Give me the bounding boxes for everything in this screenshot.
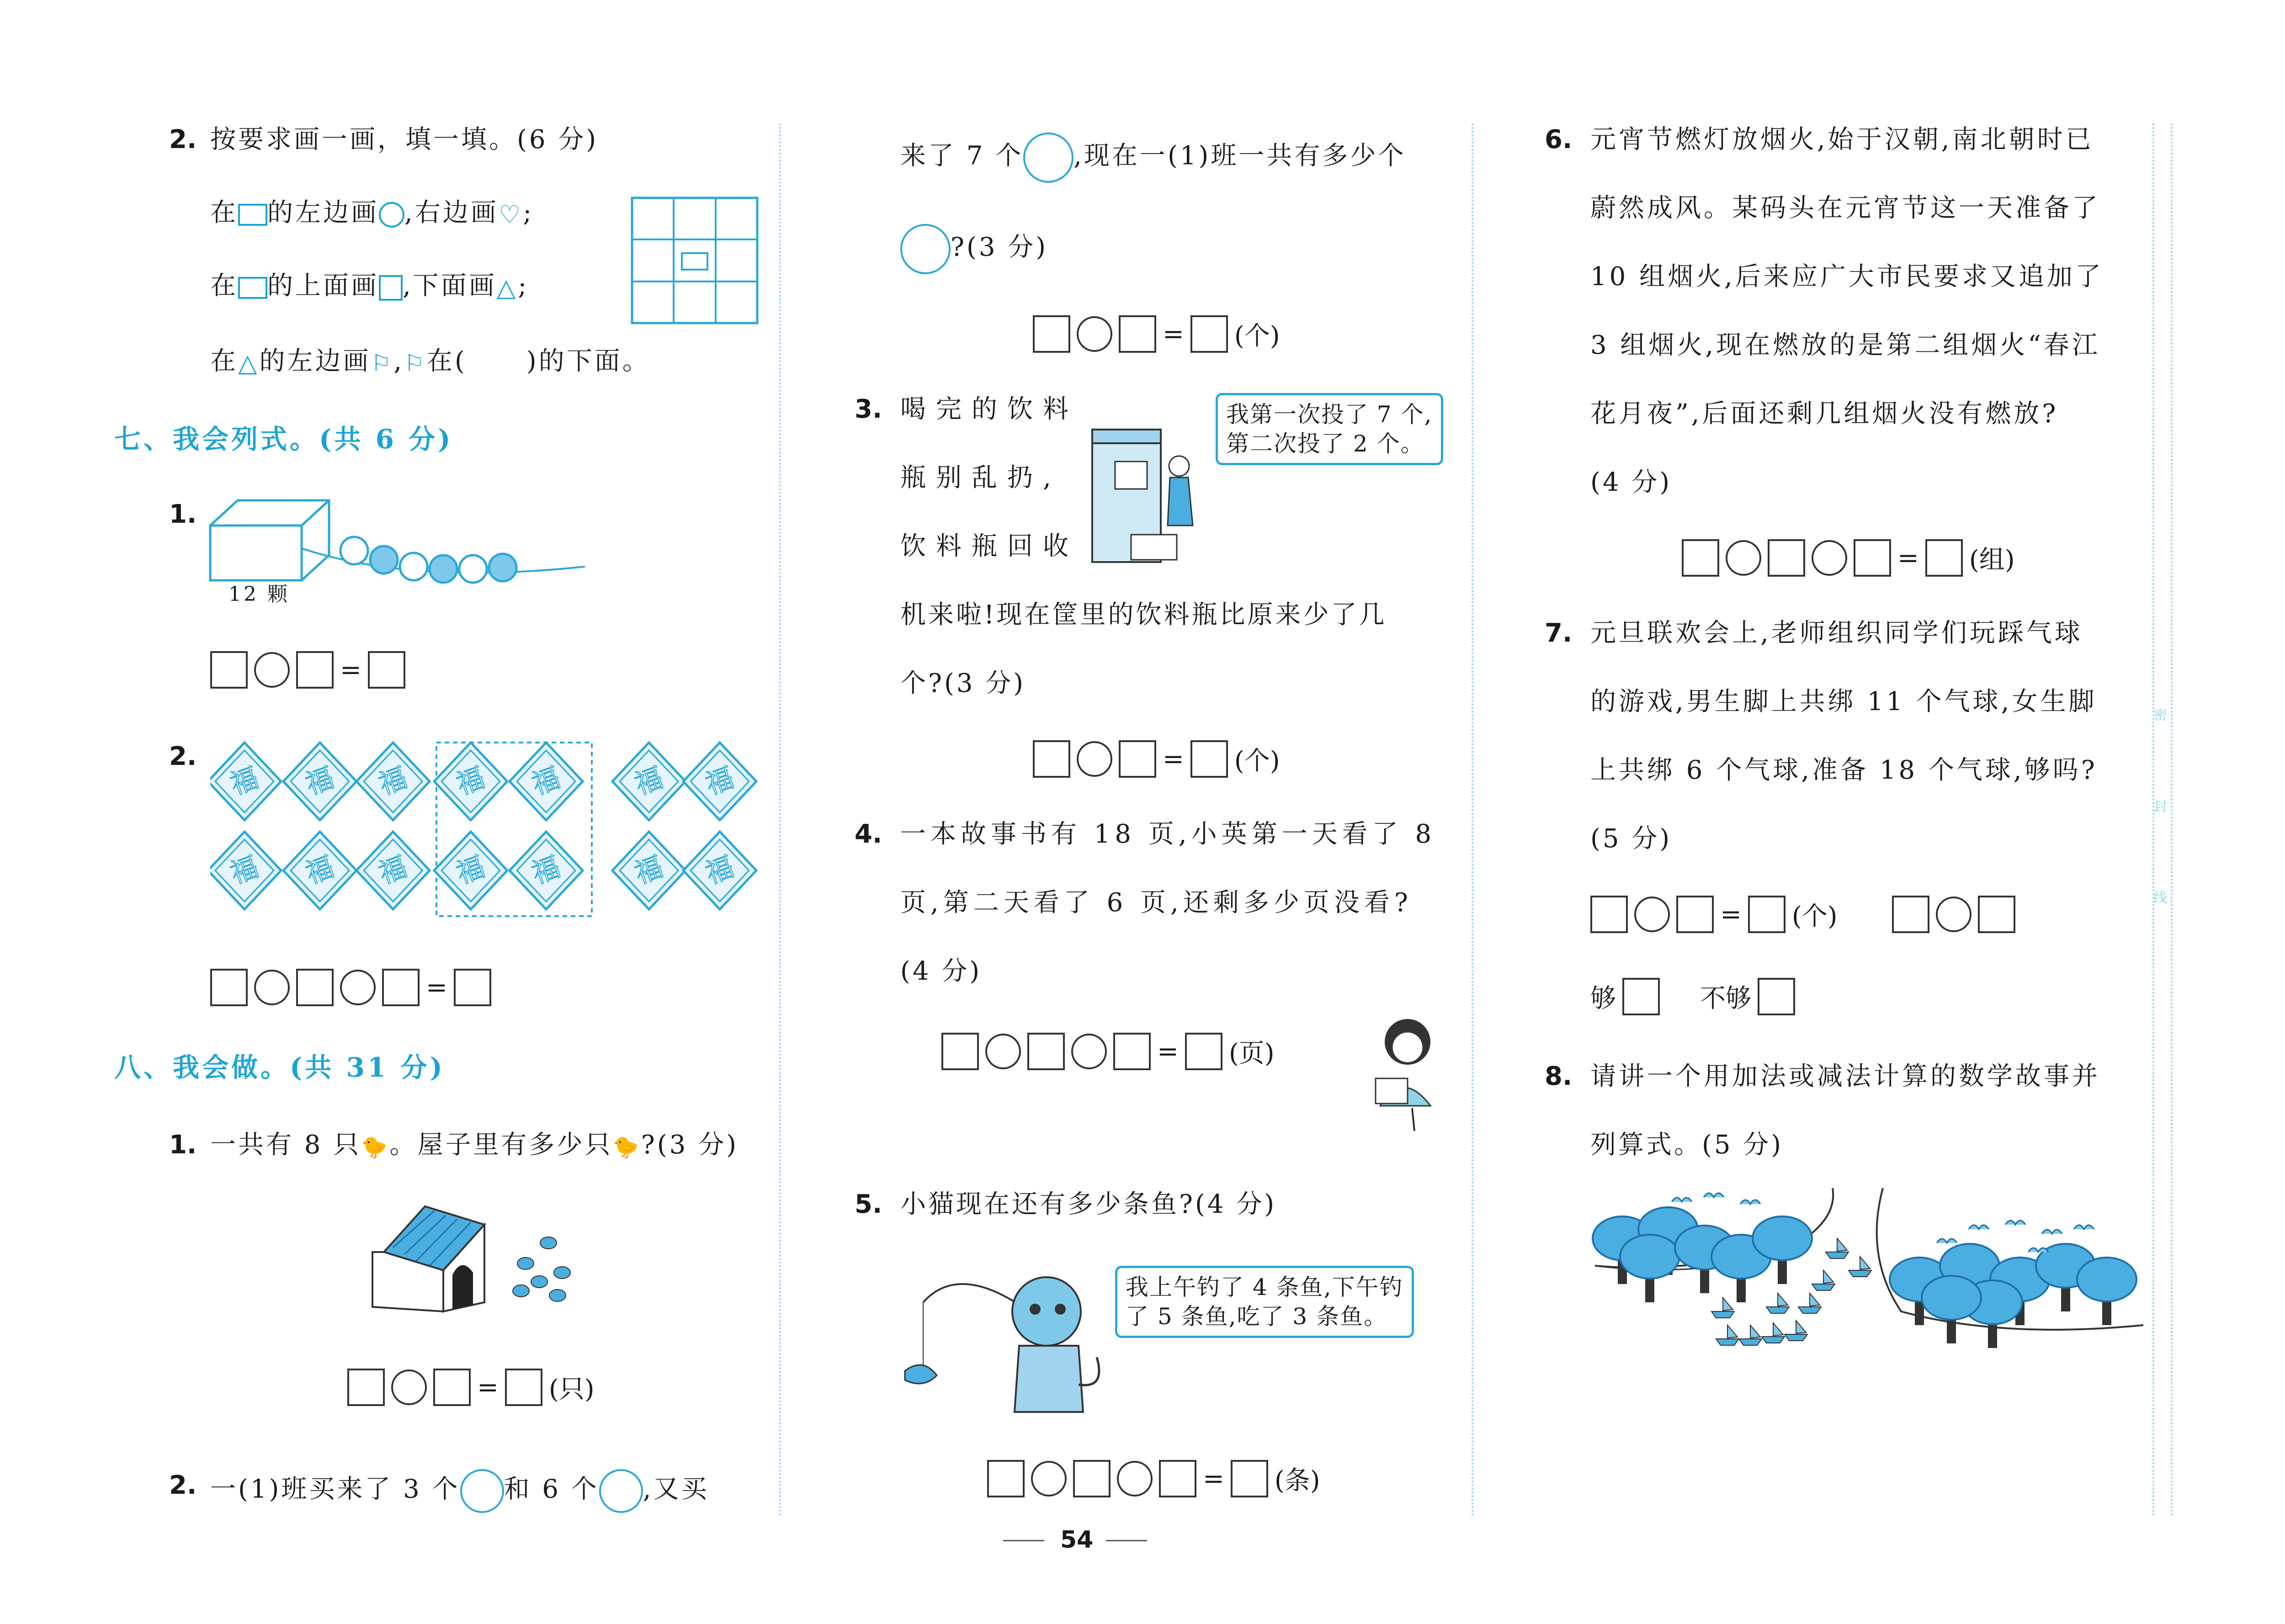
question-number: 4. xyxy=(855,819,882,849)
chick-icon: 🐤 xyxy=(612,1134,641,1159)
fu-tile xyxy=(283,743,356,820)
fu-tile xyxy=(683,832,756,909)
page-number: 54 xyxy=(1060,1526,1094,1554)
right-column xyxy=(1472,0,2285,1624)
triangle-icon: △ xyxy=(496,273,518,302)
page-number-rule xyxy=(1003,1540,1044,1541)
doghouse-and-chicks-illustration xyxy=(366,1197,622,1321)
sail xyxy=(1750,1325,1760,1338)
seal-line xyxy=(2171,123,2173,1517)
volleyball-icon xyxy=(599,1469,643,1513)
basketball-icon xyxy=(900,224,951,274)
cat-fishing-illustration xyxy=(896,1261,1111,1430)
tree-icon xyxy=(1753,1216,1812,1260)
question-text: 上共绑 6 个气球,准备 18 个气球,够吗? xyxy=(1590,755,2098,785)
fu-tile xyxy=(210,832,281,909)
question-text: 页,第二天看了 6 页,还剩多少页没看? xyxy=(900,888,1413,918)
bird-icon xyxy=(2005,1221,2025,1225)
sail xyxy=(1723,1298,1733,1311)
question-text: 喝完的饮料 xyxy=(900,394,1079,424)
question-text: 列算式。(5 分) xyxy=(1590,1130,1784,1160)
svg-text:福: 福 xyxy=(701,761,739,801)
svg-text:福: 福 xyxy=(374,761,412,801)
question-number: 3. xyxy=(855,394,882,424)
question-text: 元旦联欢会上,老师组织同学们玩踩气球 xyxy=(1590,618,2083,648)
question-number: 5. xyxy=(855,1189,882,1219)
instruction-line-2: 在 的上面画 ,下面画△; xyxy=(210,270,529,304)
question-text: 来了 7 个 ,现在一(1)班一共有多少个 xyxy=(900,133,1406,183)
boat-icon xyxy=(1716,1339,1739,1345)
fu-tile xyxy=(210,743,281,820)
fu-tile xyxy=(434,743,507,820)
question-text: 一本故事书有 18 页,小英第一天看了 8 xyxy=(900,819,1436,849)
bird-icon xyxy=(2074,1225,2094,1229)
sail xyxy=(1773,1323,1783,1336)
answer-equation: = xyxy=(210,651,405,689)
answer-equation: = (条) xyxy=(987,1460,1320,1497)
answer-equation: = (个) xyxy=(1033,740,1280,778)
nine-grid xyxy=(631,196,759,324)
boat-icon xyxy=(1826,1252,1849,1258)
question-text: 10 组烟火,后来应广大市民要求又追加了 xyxy=(1590,262,2104,292)
question-number: 6. xyxy=(1545,125,1573,154)
section-heading-8: 八、我会做。(共 31 分) xyxy=(114,1052,445,1083)
svg-text:福: 福 xyxy=(701,850,739,891)
left-column xyxy=(0,0,777,1624)
bird-icon xyxy=(1937,1239,1957,1243)
svg-text:福: 福 xyxy=(226,761,263,801)
section-heading-7: 七、我会列式。(共 6 分) xyxy=(114,424,453,455)
svg-text:福: 福 xyxy=(527,761,565,801)
instruction-line-1: 在 的左边画 ,右边画♡; xyxy=(210,196,534,231)
trees-birds-boats-illustration xyxy=(1590,1188,2143,1380)
boat-icon xyxy=(1798,1307,1821,1313)
bird-icon xyxy=(2028,1248,2048,1252)
girl-reading-illustration xyxy=(1362,1014,1444,1138)
bead-count-label: 12 颗 xyxy=(228,583,290,606)
bird-icon xyxy=(1672,1198,1692,1202)
sail xyxy=(1796,1321,1806,1333)
svg-text:福: 福 xyxy=(630,761,668,801)
question-text: 元宵节燃灯放烟火,始于汉朝,南北朝时已 xyxy=(1590,125,2094,154)
question-text: 机来啦!现在筐里的饮料瓶比原来少了几 xyxy=(900,600,1387,630)
boat-icon xyxy=(1762,1337,1785,1343)
fu-tile xyxy=(434,832,507,909)
fu-tile xyxy=(283,832,356,909)
svg-text:福: 福 xyxy=(374,850,412,891)
fu-tile xyxy=(683,743,756,820)
boat-icon xyxy=(1766,1307,1789,1313)
question-number: 2. xyxy=(169,1470,197,1500)
fu-tile xyxy=(510,832,583,909)
answer-equation: = (个) xyxy=(1033,315,1280,353)
question-text: (5 分) xyxy=(1590,824,1672,854)
speech-bubble: 我上午钓了 4 条鱼,下午钓 了 5 条鱼,吃了 3 条鱼。 xyxy=(1115,1266,1414,1338)
question-text: ?(3 分) xyxy=(900,224,1048,274)
answer-equation: = (个) xyxy=(1590,896,1838,933)
question-text: (4 分) xyxy=(900,956,982,986)
instruction-line-3: 在△的左边画⚐,⚐在( )的下面。 xyxy=(210,345,650,380)
basketball-icon xyxy=(460,1469,504,1513)
comparison-equation xyxy=(1892,896,2015,933)
boat-icon xyxy=(1711,1311,1734,1318)
bird-icon xyxy=(1969,1225,1989,1229)
fu-tile xyxy=(612,832,686,909)
fu-tile xyxy=(356,743,430,820)
question-text: 的游戏,男生脚上共绑 11 个气球,女生脚 xyxy=(1590,687,2097,716)
tree-icon xyxy=(2077,1258,2136,1301)
sail xyxy=(1837,1238,1847,1251)
question-text: 一共有 8 只🐤。屋子里有多少只🐤?(3 分) xyxy=(210,1129,739,1163)
question-number: 1. xyxy=(169,499,197,529)
question-number: 2. xyxy=(169,125,197,154)
question-text: 花月夜”,后面还剩几组烟火没有燃放? xyxy=(1590,399,2059,429)
boat-icon xyxy=(1785,1334,1807,1341)
svg-text:福: 福 xyxy=(452,850,489,891)
question-number: 8. xyxy=(1545,1061,1573,1091)
sail xyxy=(1727,1325,1738,1338)
basketball-icon xyxy=(1023,133,1073,183)
fu-tile xyxy=(356,832,430,909)
bird-icon xyxy=(1740,1200,1760,1204)
sail xyxy=(1823,1270,1833,1283)
question-number: 7. xyxy=(1545,618,1573,648)
question-number: 2. xyxy=(169,742,197,771)
question-text: 3 组烟火,现在燃放的是第二组烟火“春江 xyxy=(1590,330,2100,360)
svg-text:福: 福 xyxy=(630,850,668,891)
boat-icon xyxy=(1739,1339,1762,1345)
question-text: 个?(3 分) xyxy=(900,669,1026,698)
enough-choice: 够 不够 xyxy=(1590,978,1795,1015)
seal-line xyxy=(2152,123,2154,1517)
sail xyxy=(1778,1293,1788,1306)
svg-text:福: 福 xyxy=(226,850,263,891)
svg-text:福: 福 xyxy=(452,761,489,801)
chick-icon: 🐤 xyxy=(361,1134,390,1159)
question-text: 饮料瓶回收 xyxy=(900,531,1079,561)
recycling-machine-illustration xyxy=(1088,420,1211,571)
bird-icon xyxy=(2042,1230,2062,1234)
svg-text:福: 福 xyxy=(301,761,339,801)
bird-icon xyxy=(1704,1193,1724,1197)
speech-bubble: 我第一次投了 7 个, 第二次投了 2 个。 xyxy=(1216,393,1443,465)
svg-text:福: 福 xyxy=(527,850,565,891)
sail xyxy=(1860,1257,1870,1269)
seal-mark: 封 xyxy=(2153,799,2167,815)
boat-icon xyxy=(1812,1284,1835,1290)
middle-column xyxy=(777,0,1472,1624)
tree-icon xyxy=(1620,1235,1679,1279)
answer-equation: = (只) xyxy=(347,1369,595,1406)
page-number-rule xyxy=(1106,1540,1147,1541)
heart-icon: ♡ xyxy=(498,200,523,229)
boat-icon xyxy=(1849,1270,1871,1277)
tree-icon xyxy=(1922,1276,1981,1320)
fu-tiles-illustration xyxy=(210,738,759,921)
seal-mark: 密 xyxy=(2153,707,2167,723)
fu-tile xyxy=(510,743,583,820)
answer-equation: = (组) xyxy=(1682,539,2015,577)
answer-equation: = xyxy=(210,969,491,1006)
fu-tile xyxy=(612,743,686,820)
answer-equation: = (页) xyxy=(941,1033,1275,1070)
seal-mark: 线 xyxy=(2153,890,2167,906)
svg-text:福: 福 xyxy=(301,850,339,891)
question-text: 小猫现在还有多少条鱼?(4 分) xyxy=(900,1189,1277,1219)
question-number: 1. xyxy=(169,1130,197,1160)
flag-icon: ⚐ xyxy=(404,350,427,377)
question-text: (4 分) xyxy=(1590,467,1672,497)
question-text: 一(1)班买来了 3 个 和 6 个 ,又买 xyxy=(210,1469,709,1513)
flag-icon: ⚐ xyxy=(371,350,394,377)
question-text: 瓶别乱扔, xyxy=(900,463,1061,493)
question-text: 蔚然成风。某码头在元宵节这一天准备了 xyxy=(1590,193,2100,223)
question-text: 请讲一个用加法或减法计算的数学故事并 xyxy=(1590,1061,2100,1091)
triangle-icon: △ xyxy=(238,348,260,377)
sail xyxy=(1810,1293,1820,1306)
question-text: 按要求画一画，填一填。(6 分) xyxy=(210,125,599,154)
